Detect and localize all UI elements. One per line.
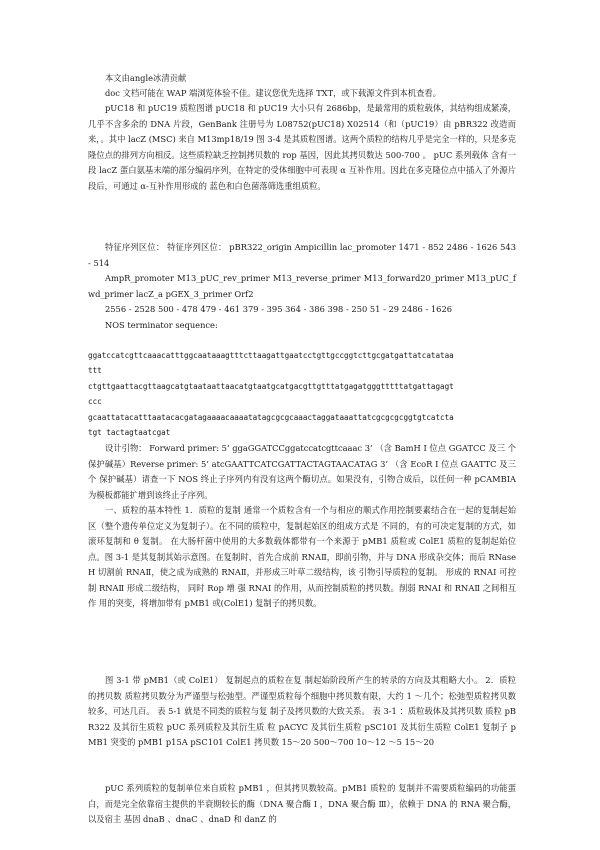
nos-terminator-heading: NOS terminator sequence: bbox=[105, 320, 218, 330]
sequence-line-1b: ttt bbox=[88, 366, 102, 375]
sequence-line-3b: tgt tactagtaatcgat bbox=[88, 428, 171, 437]
sequence-line-2: ctgttgaattacgttaagcatgtaataattaacatgtaatgcatgacgttgtttatgagatgggtttttatgattagagt bbox=[88, 382, 454, 391]
paragraph-puc-replication: pUC 系列质粒的复制单位来自质粒 pMB1 ，但其拷贝数较高。pMB1 质粒的 复制并不需要质粒编码的功能蛋白，而是完全依靠宿主提供的半衰期较长的酶（DNA 聚合酶 Ⅰ ，DNA 聚合酶 Ⅲ），依赖于 DNA 的 RNA 聚合酶，以及宿主 基因 dnaB 、dnaC 、dnaD 和 danZ 的 bbox=[88, 783, 516, 824]
paragraph-puc-intro: pUC18 和 pUC19 质粒图谱 pUC18 和 pUC19 大小只有 2686bp，是最常用的质粒载体，其结构组成紧凑，几乎不含多余的 DNA 片段，GenBank 注册号为 L08752(pUC18) X02514（和（pUC19）由 pBR322 改造而来，。其中 lacZ (MSC) 来自 M13mp18/19 图 3-4 是其质粒图谱。这两个质粒的结构几乎是完全一样的，只是多克隆位点的排列方向相反。这些质粒缺乏控制拷贝数的 rop 基因，因此其拷贝数达 500-700 。 pUC 系列载体 含有一段 lacZ 蛋白氨基末端的部分编码序列，在特定的受体细胞中可表现 α 互补作用。因此在多克隆位点中插入了外源片段后，可通过 α-互补作用形成的 蓝色和白色菌落筛选重组质粒。 bbox=[88, 103, 516, 191]
paragraph-feature-positions: 2556 - 2528 500 - 478 479 - 461 379 - 395 364 - 386 398 - 250 51 - 29 2486 - 1626 bbox=[105, 304, 453, 314]
paragraph-primer-design: 设计引物： Forward primer: 5’ ggaGGATCCggatccatcgttcaaac 3’ （含 BamH I 位点 GGATCC 及三 个保护碱基）Reverse primer: 5’ atcGAATTCATCGATTACTAGTAACATAG 3’ （含 EcoR I 位点 GAATTC 及三个 保护碱基）请查一下 NOS 终止子序列内有没有这两个酶切点。如果没有，引物合成后，以任何一种 pCAMBIA 为模板都能扩增到该终止子序列。 bbox=[88, 443, 516, 500]
sequence-line-1: ggatccatcgttcaaacatttggcaataaagtttcttaagattgaatcctgttgccggtcttgcgatgattatcatataa bbox=[88, 351, 454, 360]
wap-notice: doc 文档可能在 WAP 端浏览体验不佳。建议您优先选择 TXT，或下载源文件到本机查看。 bbox=[105, 88, 441, 98]
paragraph-plasmid-replication: 一、质粒的基本特性 1．质粒的复制 通常一个质粒含有一个与相应的顺式作用控制要素结合在一起的复制起始 区（整个遗传单位定义为复制子）。在不同的质粒中，复制起始区的组成方式是 不同的，有的可决定复制的方式，如滚环复制和 θ 复制。 在大肠杆菌中使用的大多数载体都带有一个来源于 pMB1 质粒或 ColE1 质粒的复制起始位点。图 3-1 是其复制其始示意图。在复制时，首先合成前 RNAⅡ，即前引物，并与 DNA 形成杂交体；而后 RNase H 切割前 RNAⅡ，使之成为成熟的 RNAⅡ，并形成三叶草二级结构，该 引物引导质粒的复制。 形成的 RNAⅠ 可控制 RNAⅡ 形成二级结构， 同时 Rop 增 强 RNAⅠ 的作用，从而控制质粒的拷贝数。削弱 RNAⅠ 和 RNAⅡ 之间相互作 用的突变，将增加带有 pMB1 或(ColE1) 复制子的拷贝数。 bbox=[88, 505, 516, 608]
credit-line: 本文由angle冰清贡献 bbox=[105, 73, 187, 83]
paragraph-copy-number: 图 3-1 带 pMB1（或 ColE1） 复制起点的质粒在复 制起始阶段所产生的转录的方向及其粗略大小。 2．质粒的拷贝数 质粒拷贝数分为严谨型与松弛型。严谨型质粒每个细胞中拷贝数有限，大约 1 ～几个；松弛型质粒拷贝数较多，可达几百。 表 5-1 就是不同类的质粒与复 制子及拷贝数的大致关系。 表 3-1 ：质粒载体及其拷贝数 质粒 pBR322 及其衍生质粒 pUC 系列质粒及其衍生质 粒 pACYC 及其衍生质粒 pSC101 及其衍生质粒 ColE1 复制子 pMB1 突变的 pMB1 p15A pSC101 ColE1 拷贝数 15～20 500～700 10～12 ～5 15～20 bbox=[88, 675, 516, 747]
paragraph-feature-names: AmpR_promoter M13_pUC_rev_primer M13_reverse_primer M13_forward20_primer M13_pUC_fwd_primer lacZ_a pGEX_3_primer Orf2 bbox=[88, 273, 516, 299]
paragraph-feature-regions: 特征序列区位： 特征序列区位： pBR322_origin Ampicillin lac_promoter 1471 - 852 2486 - 1626 543 - 514 bbox=[88, 242, 516, 268]
sequence-line-3: gcaattatacatttaatacacgatagaaaacaaaatatagcgcgcaaactaggataaattatcgcgcgcggtgtcatcta bbox=[88, 413, 454, 422]
sequence-line-2b: ccc bbox=[88, 397, 102, 406]
